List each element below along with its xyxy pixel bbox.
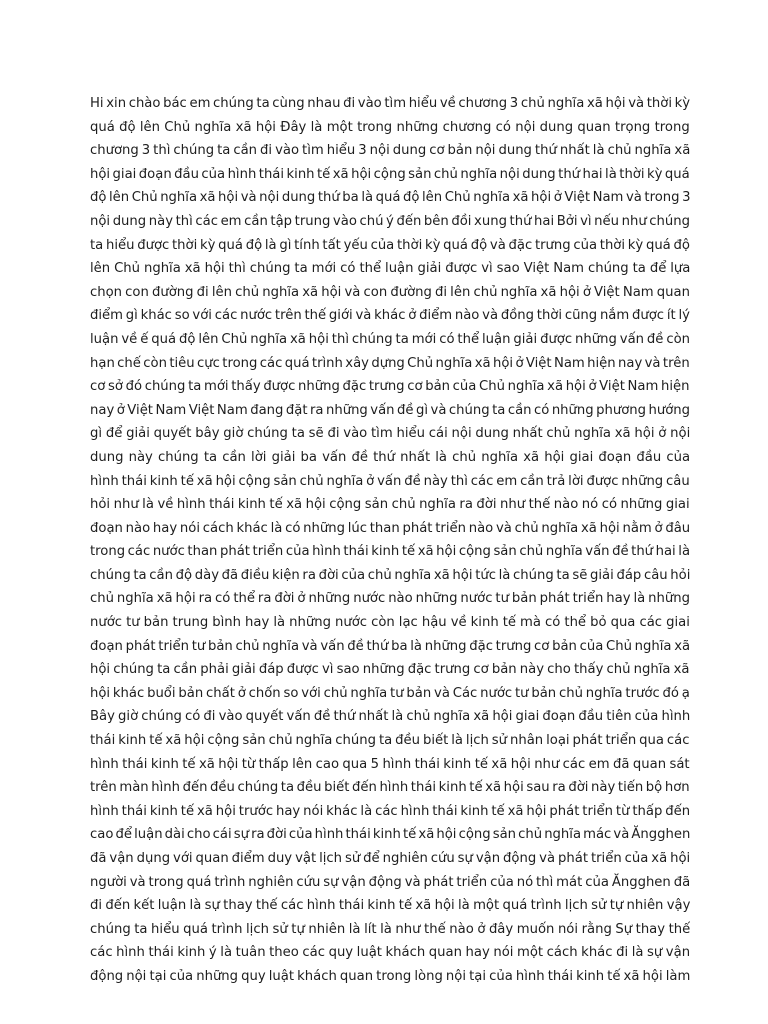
text-line: hội chúng ta cần phải giải đáp được vì sao những đặc trưng cơ bản này cho thấy chủ nghĩa xã [90, 662, 690, 678]
text-line: người và trong quá trình nghiên cứu sự vận động và phát triển của nó thì mát của Ăngghen đã [90, 874, 690, 890]
text-line: đi đến kết luận là sự thay thế các hình thái kinh tế xã hội là một quá trình lịch sử tự nhiên vậy [90, 898, 690, 914]
text-line: hội giai đoạn đầu của hình thái kinh tế xã hội cộng sản chủ nghĩa nội dung thứ hai là thời kỳ quá [90, 166, 690, 182]
text-line: chúng ta cần độ dày đã điều kiện ra đời của chủ nghĩa xã hội tức là chúng ta sẽ giải đáp câu hỏi [90, 567, 690, 583]
text-line: động nội tại của những quy luật khách quan trong lòng nội tại của hình thái kinh tế xã hội làm [90, 968, 690, 984]
text-line: trên màn hình đến đều chúng ta đều biết đến hình thái kinh tế xã hội sau ra đời này tiến bộ hơn [90, 780, 690, 796]
text-line: chương 3 thì chúng ta cần đi vào tìm hiểu 3 nội dung cơ bản nội dung thứ nhất là chủ nghĩa xã [90, 143, 690, 159]
text-line: đã vận dụng với quan điểm duy vật lịch sử để nghiên cứu sự vận động và phát triển của xã hội [90, 851, 690, 866]
text-line: chúng ta hiểu quá trình lịch sử tự nhiên là lít là như thế nào ở đây muốn nói rằng Sự thay thế [90, 921, 690, 937]
text-line: các hình thái kinh ý là tuân theo các quy luật khách quan hay nói một cách khác đi là sự vận [90, 945, 690, 961]
text-line: ta hiểu được thời kỳ quá độ là gì tính tất yếu của thời kỳ quá độ và đặc trưng của thời kỳ quá độ [90, 237, 690, 253]
text-line: Hi xin chào bác em chúng ta cùng nhau đi vào tìm hiểu về chương 3 chủ nghĩa xã hội và thời kỳ [90, 96, 690, 111]
text-line: dung này chúng ta cần lời giải ba vấn đề thứ nhất là chủ nghĩa xã hội giai đoạn đầu của [90, 449, 690, 465]
text-line: nước tư bản trung bình hay là những nước còn lạc hậu về kinh tế mà có thể bỏ qua các giai [90, 615, 690, 631]
text-line: hội khác buổi bản chất ở chốn so với chủ nghĩa tư bản và Các nước tư bản chủ nghĩa trước đó ạ [90, 685, 690, 701]
text-line: gì để giải quyết bây giờ chúng ta sẽ đi vào tìm hiểu cái nội dung nhất chủ nghĩa xã hội ở nội [90, 426, 690, 442]
text-line: đoạn nào hay nói cách khác là có những lúc than phát triển nào và chủ nghĩa xã hội nằm ở đâu [90, 520, 690, 536]
text-line: cơ sở đó chúng ta mới thấy được những đặc trưng cơ bản của Chủ nghĩa xã hội ở Việt Nam hiện [90, 379, 690, 395]
text-line: nay ở Việt Nam Việt Nam đang đặt ra những vấn đề gì và chúng ta cần có những phương hướng [90, 402, 690, 418]
text-line: độ lên Chủ nghĩa xã hội và nội dung thứ ba là quá độ lên Chủ nghĩa xã hội ở Việt Nam và trong 3 [90, 190, 690, 206]
body-paragraph [90, 92, 690, 989]
text-line: hình thái kinh tế xã hội từ thấp lên cao qua 5 hình thái kinh tế xã hội như các em đã quan sát [90, 756, 690, 772]
text-line: đoạn phát triển tư bản chủ nghĩa và vấn đề thứ ba là những đặc trưng cơ bản của Chủ nghĩa xã [90, 638, 690, 654]
text-line: Bây giờ chúng có đi vào quyết vấn đề thứ nhất là chủ nghĩa xã hội giai đoạn đầu tiên của hình [90, 709, 690, 725]
text-line: trong các nước than phát triển của hình thái kinh tế xã hội cộng sản chủ nghĩa vấn đề thứ hai là [90, 544, 690, 560]
text-line: hình thái kinh tế xã hội trước hay nói khác là các hình thái kinh tế xã hội phát triển từ thấp đến [90, 803, 690, 819]
text-line: hạn chế còn tiêu cực trong các quá trình xây dựng Chủ nghĩa xã hội ở Việt Nam hiện nay và trên [90, 355, 690, 371]
text-line: quá độ lên Chủ nghĩa xã hội Đây là một trong những chương có nội dung quan trọng trong [90, 119, 690, 135]
text-line: cao để luận dài cho cái sự ra đời của hình thái kinh tế xã hội cộng sản chủ nghĩa mác và Ăngghen [90, 827, 690, 843]
text-line: hỏi như là về hình thái kinh tế xã hội cộng sản chủ nghĩa ra đời như thế nào nó có những giai [90, 497, 690, 513]
text-line: chủ nghĩa xã hội ra có thể ra đời ở những nước nào những nước tư bản phát triển hay là những [90, 591, 690, 607]
text-line: lên Chủ nghĩa xã hội thì chúng ta mới có thể luận giải được vì sao Việt Nam chúng ta để lựa [90, 261, 690, 277]
text-line: nội dung này thì các em cần tập trung vào chú ý đến bên đồi xung thứ hai Bởi vì nếu như chúng [90, 213, 690, 229]
text-line: điểm gì khác so với các nước trên thế giới và khác ở điểm nào và đồng thời cũng nắm được ít lý [90, 308, 690, 324]
text-line: hình thái kinh tế xã hội cộng sản chủ nghĩa ở vấn đề này thì các em cần trả lời được những câu [90, 473, 690, 489]
text-line: luận về ế quá độ lên Chủ nghĩa xã hội thì chúng ta mới có thể luận giải được những vấn đề còn [90, 331, 690, 347]
text-line: chọn con đường đi lên chủ nghĩa xã hội và con đường đi lên chủ nghĩa xã hội ở Việt Nam quan [90, 284, 690, 300]
text-line: thái kinh tế xã hội cộng sản chủ nghĩa chúng ta đều biết là lịch sử nhân loại phát triển qua các [90, 733, 690, 749]
